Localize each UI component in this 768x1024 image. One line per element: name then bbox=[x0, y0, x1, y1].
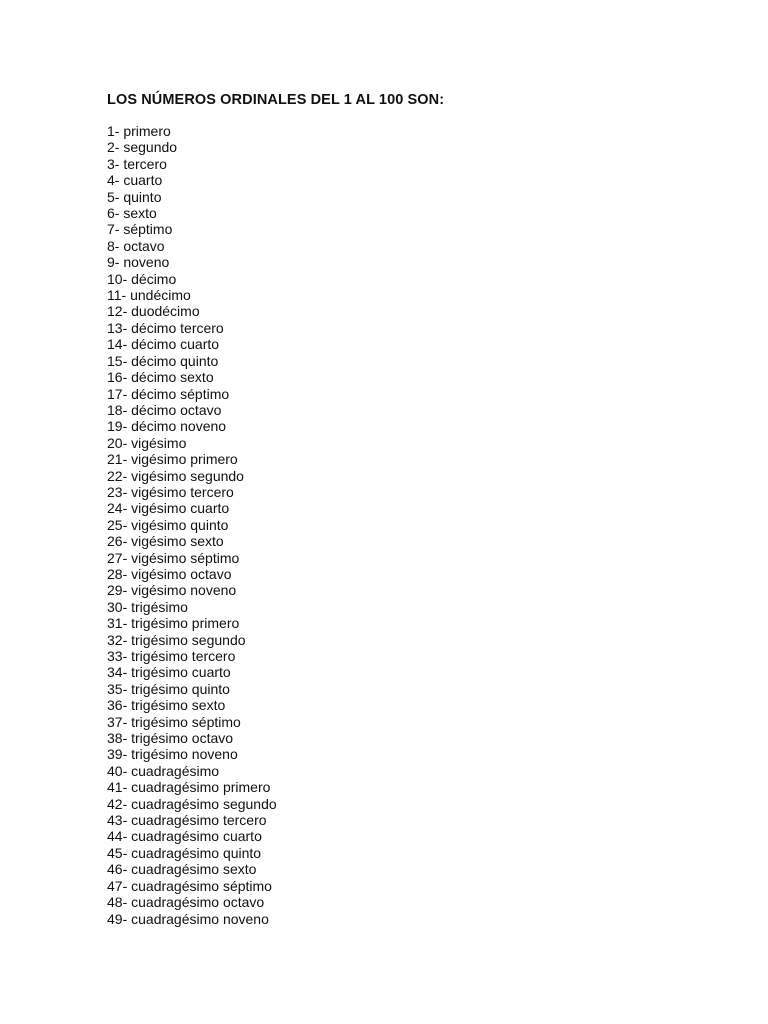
list-item: 36- trigésimo sexto bbox=[107, 697, 226, 714]
list-item: 23- vigésimo tercero bbox=[107, 483, 234, 500]
list-item: 29- vigésimo noveno bbox=[107, 582, 237, 599]
list-item: 46- cuadragésimo sexto bbox=[107, 861, 257, 878]
list-item: 6- sexto bbox=[107, 205, 157, 222]
list-item: 38- trigésimo octavo bbox=[107, 730, 234, 747]
list-item: 26- vigésimo sexto bbox=[107, 533, 224, 550]
list-item: 12- duodécimo bbox=[107, 303, 200, 320]
list-item: 47- cuadragésimo séptimo bbox=[107, 877, 272, 894]
list-item: 1- primero bbox=[107, 123, 171, 139]
list-item: 39- trigésimo noveno bbox=[107, 746, 238, 763]
list-item: 8- octavo bbox=[107, 237, 165, 254]
list-item: 11- undécimo bbox=[107, 287, 191, 304]
list-item: 7- séptimo bbox=[107, 221, 173, 238]
document-title: LOS NÚMEROS ORDINALES DEL 1 AL 100 SON: bbox=[107, 92, 445, 108]
list-item: 21- vigésimo primero bbox=[107, 451, 238, 468]
list-item: 41- cuadragésimo primero bbox=[107, 779, 271, 796]
list-item: 3- tercero bbox=[107, 155, 167, 172]
document-page bbox=[107, 91, 747, 927]
list-item: 19- décimo noveno bbox=[107, 418, 227, 435]
list-item: 22- vigésimo segundo bbox=[107, 467, 244, 484]
list-item: 2- segundo bbox=[107, 139, 178, 156]
list-item: 4- cuarto bbox=[107, 172, 163, 189]
ordinal-list bbox=[107, 123, 747, 927]
list-item: 48- cuadragésimo octavo bbox=[107, 894, 265, 911]
list-item: 37- trigésimo séptimo bbox=[107, 713, 241, 730]
list-item: 25- vigésimo quinto bbox=[107, 516, 229, 533]
list-item: 35- trigésimo quinto bbox=[107, 680, 230, 697]
list-item: 45- cuadragésimo quinto bbox=[107, 844, 262, 861]
list-item: 43- cuadragésimo tercero bbox=[107, 812, 267, 829]
list-item: 13- décimo tercero bbox=[107, 319, 224, 336]
list-item: 18- décimo octavo bbox=[107, 401, 222, 418]
list-item: 27- vigésimo séptimo bbox=[107, 549, 240, 566]
list-item: 10- décimo bbox=[107, 270, 177, 287]
list-item: 15- décimo quinto bbox=[107, 352, 219, 369]
list-item: 31- trigésimo primero bbox=[107, 615, 240, 632]
list-item: 9- noveno bbox=[107, 254, 170, 271]
list-item: 32- trigésimo segundo bbox=[107, 631, 246, 648]
list-item: 40- cuadragésimo bbox=[107, 762, 220, 779]
list-item: 16- décimo sexto bbox=[107, 369, 214, 386]
list-item: 14- décimo cuarto bbox=[107, 336, 220, 353]
list-item: 34- trigésimo cuarto bbox=[107, 664, 231, 681]
list-item: 33- trigésimo tercero bbox=[107, 648, 236, 664]
list-item: 24- vigésimo cuarto bbox=[107, 500, 230, 517]
list-item: 49- cuadragésimo noveno bbox=[107, 910, 269, 927]
list-item: 17- décimo séptimo bbox=[107, 385, 230, 402]
list-item: 20- vigésimo bbox=[107, 434, 187, 451]
list-item: 5- quinto bbox=[107, 188, 162, 205]
list-item: 28- vigésimo octavo bbox=[107, 565, 232, 582]
list-item: 30- trigésimo bbox=[107, 598, 188, 615]
list-item: 42- cuadragésimo segundo bbox=[107, 795, 277, 812]
list-item: 44- cuadragésimo cuarto bbox=[107, 828, 262, 845]
